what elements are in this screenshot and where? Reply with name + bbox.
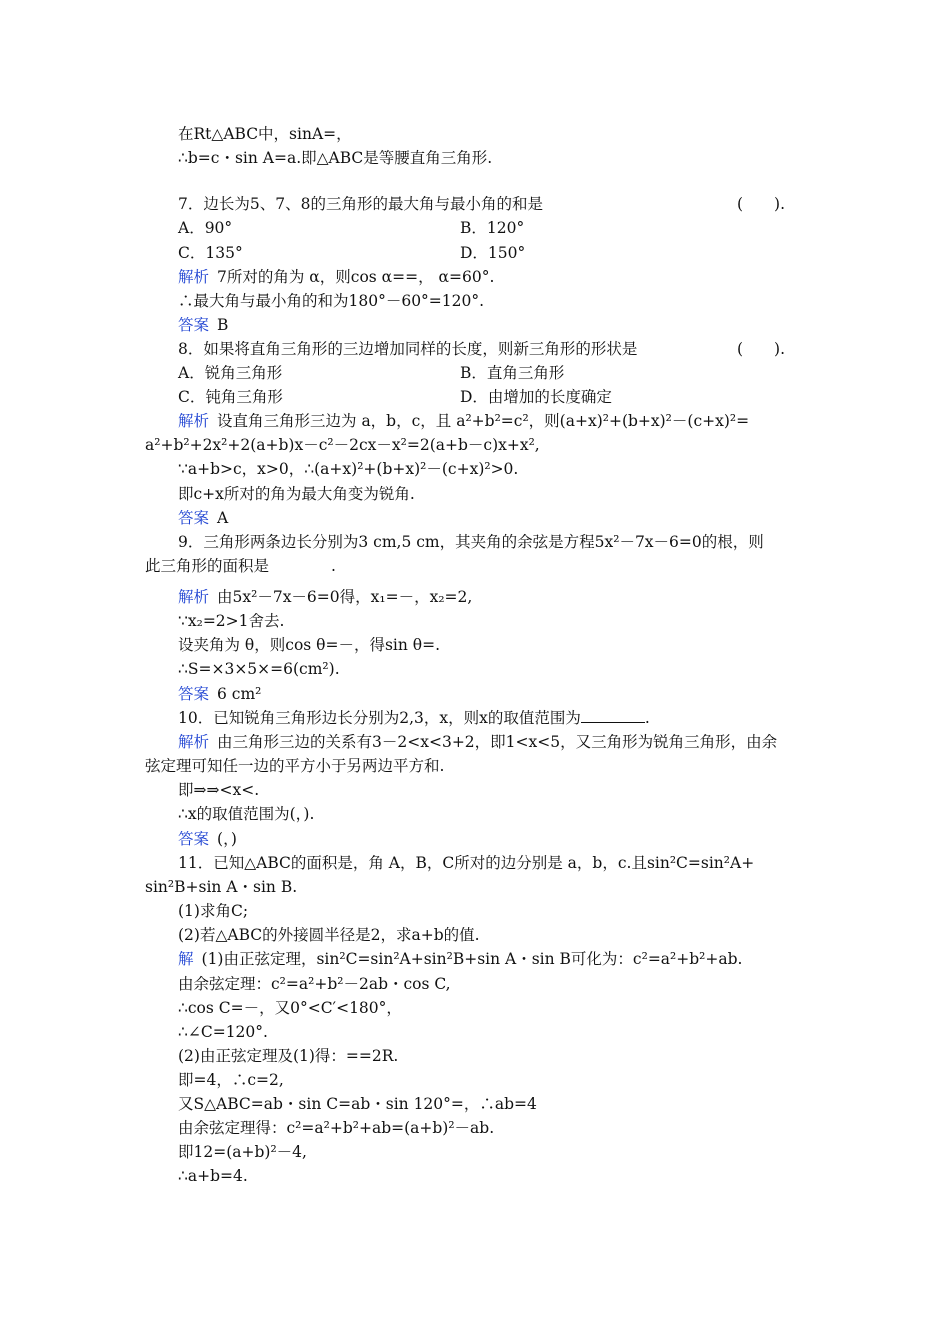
answer-line: 答案 B xyxy=(178,316,229,334)
answer-label: 答案 xyxy=(178,509,210,527)
text-line: ∵x₂=2>1舍去. xyxy=(178,612,285,630)
answer-blank xyxy=(581,708,645,723)
text-line: ∴S=×3×5×=6(cm²). xyxy=(178,660,340,678)
question-11: 11．已知△ABC的面积是，角 A，B，C所对的边分别是 a，b，c.且sin²C=sin²A+ xyxy=(178,854,755,872)
option-c: C．135° xyxy=(178,244,243,262)
analysis-line: 解析 7所对的角为 α，则cos α==， α=60°. xyxy=(178,268,495,286)
text-line: sin²B+sin A・sin B. xyxy=(145,878,298,896)
option-d: D．由增加的长度确定 xyxy=(460,388,612,406)
text-line: ∵a+b>c，x>0，∴(a+x)²+(b+x)²－(c+x)²>0. xyxy=(178,460,519,478)
text-line: ∴a+b=4. xyxy=(178,1167,248,1185)
text-line: ∴cos C=－，又0°<C′<180°， xyxy=(178,999,402,1017)
answer-label: 答案 xyxy=(178,316,210,334)
text-line: 由余弦定理：c²=a²+b²－2ab・cos C, xyxy=(178,975,451,993)
answer-paren: ( ). xyxy=(737,340,786,358)
text-line: a²+b²+2x²+2(a+b)x－c²－2cx－x²=2(a+b－c)x+x², xyxy=(145,436,540,454)
analysis-line: 解析 由三角形三边的关系有3－2<x<3+2，即1<x<5，又三角形为锐角三角形，由余 xyxy=(178,733,778,751)
option-row xyxy=(178,218,818,240)
analysis-label: 解析 xyxy=(178,733,210,751)
text-line: 由余弦定理得：c²=a²+b²+ab=(a+b)²－ab. xyxy=(178,1119,495,1137)
text-line: ∴最大角与最小角的和为180°－60°=120°. xyxy=(178,292,485,310)
option-b: B．120° xyxy=(460,219,525,237)
sub-question: (2)若△ABC的外接圆半径是2，求a+b的值. xyxy=(178,926,480,944)
sub-question: (1)求角C; xyxy=(178,902,249,920)
text-line: 设夹角为 θ，则cos θ=－，得sin θ=. xyxy=(178,636,441,654)
option-d: D．150° xyxy=(460,244,526,262)
answer-line: 答案 6 cm² xyxy=(178,685,262,703)
text-line: 即c+x所对的角为最大角变为锐角. xyxy=(178,485,415,503)
text-line: (2)由正弦定理及(1)得：==2R. xyxy=(178,1047,399,1065)
question-8: 8．如果将直角三角形的三边增加同样的长度，则新三角形的形状是 xyxy=(178,340,638,358)
question-10: 10．已知锐角三角形边长分别为2,3，x，则x的取值范围为 . xyxy=(178,709,650,727)
answer-paren: ( ). xyxy=(737,195,786,213)
analysis-label: 解析 xyxy=(178,268,210,286)
answer-label: 答案 xyxy=(178,685,210,703)
text-line: 即⇒⇒<x<. xyxy=(178,781,260,799)
text-line: ∴∠C=120°. xyxy=(178,1023,268,1041)
solution-label: 解 xyxy=(178,950,194,968)
option-a: A．锐角三角形 xyxy=(178,364,283,382)
text-line: 弦定理可知任一边的平方小于另两边平方和. xyxy=(145,757,445,775)
option-row xyxy=(178,363,818,385)
analysis-label: 解析 xyxy=(178,588,210,606)
analysis-label: 解析 xyxy=(178,412,210,430)
text-line: 在Rt△ABC中，sinA=， xyxy=(178,125,352,143)
text-line: 即=4，∴c=2, xyxy=(178,1071,284,1089)
answer-line: 答案 A xyxy=(178,509,229,527)
analysis-line: 解析 设直角三角形三边为 a，b，c，且 a²+b²=c²，则(a+x)²+(b+x)²－(c+x)²= xyxy=(178,412,750,430)
text-line: ∴b=c・sin A=a.即△ABC是等腰直角三角形. xyxy=(178,149,493,167)
question-9: 9．三角形两条边长分别为3 cm,5 cm，其夹角的余弦是方程5x²－7x－6=0的根，则 xyxy=(178,533,764,551)
text-line: 又S△ABC=ab・sin C=ab・sin 120°=，∴ab=4 xyxy=(178,1095,537,1113)
text-line: ∴x的取值范围为(，). xyxy=(178,805,315,823)
text-line: 即12=(a+b)²－4, xyxy=(178,1143,307,1161)
option-c: C．钝角三角形 xyxy=(178,388,283,406)
answer-line: 答案 (，) xyxy=(178,830,237,848)
question-7: 7．边长为5、7、8的三角形的最大角与最小角的和是 xyxy=(178,195,543,213)
text-line: 此三角形的面积是 . xyxy=(145,557,336,575)
option-a: A．90° xyxy=(178,219,233,237)
option-row xyxy=(178,243,818,265)
option-b: B．直角三角形 xyxy=(460,364,565,382)
analysis-line: 解析 由5x²－7x－6=0得，x₁=－，x₂=2, xyxy=(178,588,473,606)
answer-label: 答案 xyxy=(178,830,210,848)
option-row xyxy=(178,387,818,409)
solution-line: 解 (1)由正弦定理，sin²C=sin²A+sin²B+sin A・sin B可化为：c²=a²+b²+ab. xyxy=(178,950,743,968)
